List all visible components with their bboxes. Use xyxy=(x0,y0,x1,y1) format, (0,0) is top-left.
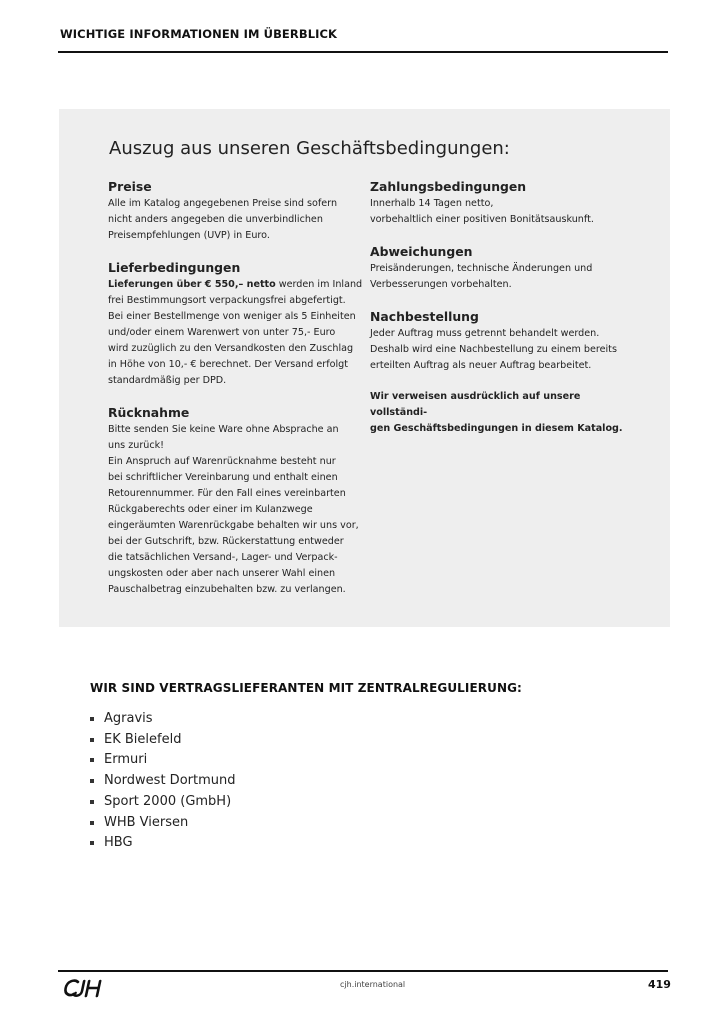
list-item: Agravis xyxy=(90,709,235,730)
vertragslieferanten-title: WIR SIND VERTRAGSLIEFERANTEN MIT ZENTRALREGULIERUNG: xyxy=(90,681,522,695)
header-divider xyxy=(58,51,668,53)
list-item: Sport 2000 (GmbH) xyxy=(90,792,235,813)
section-text: Alle im Katalog angegebenen Preise sind sofern nicht anders angegeben die unverbindlichen Preisempfehlungen (UVP) in Euro. xyxy=(108,198,338,241)
section-heading: Lieferbedingungen xyxy=(108,260,241,275)
section-text: Bitte senden Sie keine Ware ohne Absprache an uns zurück! Ein Anspruch auf Warenrücknahme besteht nur bei schriftlicher Vereinbarung und enthalt einen Retourennummer. Für den Fall eines vereinbarten Rückgaberechts oder einer im Kulanzwege eingeräumten Warenrückgabe behalten wir uns vor, bei der Gutschrift, bzw. Rückerstattung entweder die tatsächlichen Versand-, Lager- und Verpack- ungskosten oder aber nach unserer Wahl einen Pauschalbetrag einzubehalten bzw. zu verlangen. xyxy=(108,424,359,595)
bullet-icon xyxy=(90,821,94,825)
section-nachbestellung xyxy=(370,308,632,374)
section-text: Jeder Auftrag muss getrennt behandelt werden. Deshalb wird eine Nachbestellung zu einem bereits erteilten Auftrag als neuer Auftrag bearbeitet. xyxy=(370,328,617,371)
bullet-icon xyxy=(90,800,94,804)
bullet-icon xyxy=(90,717,94,721)
list-item: Ermuri xyxy=(90,750,235,771)
vertragslieferanten-list xyxy=(90,709,235,854)
bullet-icon xyxy=(90,758,94,762)
page-number: 419 xyxy=(648,978,671,991)
section-text xyxy=(108,277,370,389)
footer-divider xyxy=(58,970,668,972)
list-item: HBG xyxy=(90,833,235,854)
bold-lead-text: Lieferungen über € 550,– netto xyxy=(108,279,276,290)
section-zahlungsbedingungen xyxy=(370,178,632,228)
section-text: Innerhalb 14 Tagen netto, vorbehaltlich einer positiven Bonitätsauskunft. xyxy=(370,198,594,225)
page-header-title: WICHTIGE INFORMATIONEN IM ÜBERBLICK xyxy=(60,27,338,41)
section-text: Preisänderungen, technische Änderungen und Verbesserungen vorbehalten. xyxy=(370,263,593,290)
section-lieferbedingungen xyxy=(108,259,370,389)
section-heading: Preise xyxy=(108,179,152,194)
list-item: Nordwest Dortmund xyxy=(90,771,235,792)
footer-url: cjh.international xyxy=(340,980,406,989)
section-preise xyxy=(108,178,370,244)
bullet-icon xyxy=(90,738,94,742)
cjh-logo-icon xyxy=(62,977,106,999)
terms-left-column xyxy=(108,178,370,613)
section-verweis xyxy=(370,389,632,437)
section-heading: Zahlungsbedingungen xyxy=(370,179,527,194)
section-ruecknahme xyxy=(108,404,370,598)
terms-box-title: Auszug aus unseren Geschäftsbedingungen: xyxy=(109,138,510,159)
section-abweichungen xyxy=(370,243,632,293)
bullet-icon xyxy=(90,841,94,845)
bullet-icon xyxy=(90,779,94,783)
list-item: EK Bielefeld xyxy=(90,730,235,751)
section-heading: Nachbestellung xyxy=(370,309,479,324)
section-heading: Abweichungen xyxy=(370,244,473,259)
section-heading: Rücknahme xyxy=(108,405,190,420)
verweis-text: Wir verweisen ausdrücklich auf unsere vollständi- gen Geschäftsbedingungen in diesem Katalog. xyxy=(370,391,623,434)
list-item: WHB Viersen xyxy=(90,813,235,834)
terms-right-column xyxy=(370,178,632,452)
section-text-rest: werden im Inland frei Bestimmungsort verpackungsfrei abgefertigt. Bei einer Bestellmenge von weniger als 5 Einheiten und/oder einem Warenwert von unter 75,- Euro wird zuzüglich zu den Versandkosten den Zuschlag in Höhe von 10,- € berechnet. Der Versand erfolgt standardmäßig per DPD. xyxy=(108,279,363,386)
